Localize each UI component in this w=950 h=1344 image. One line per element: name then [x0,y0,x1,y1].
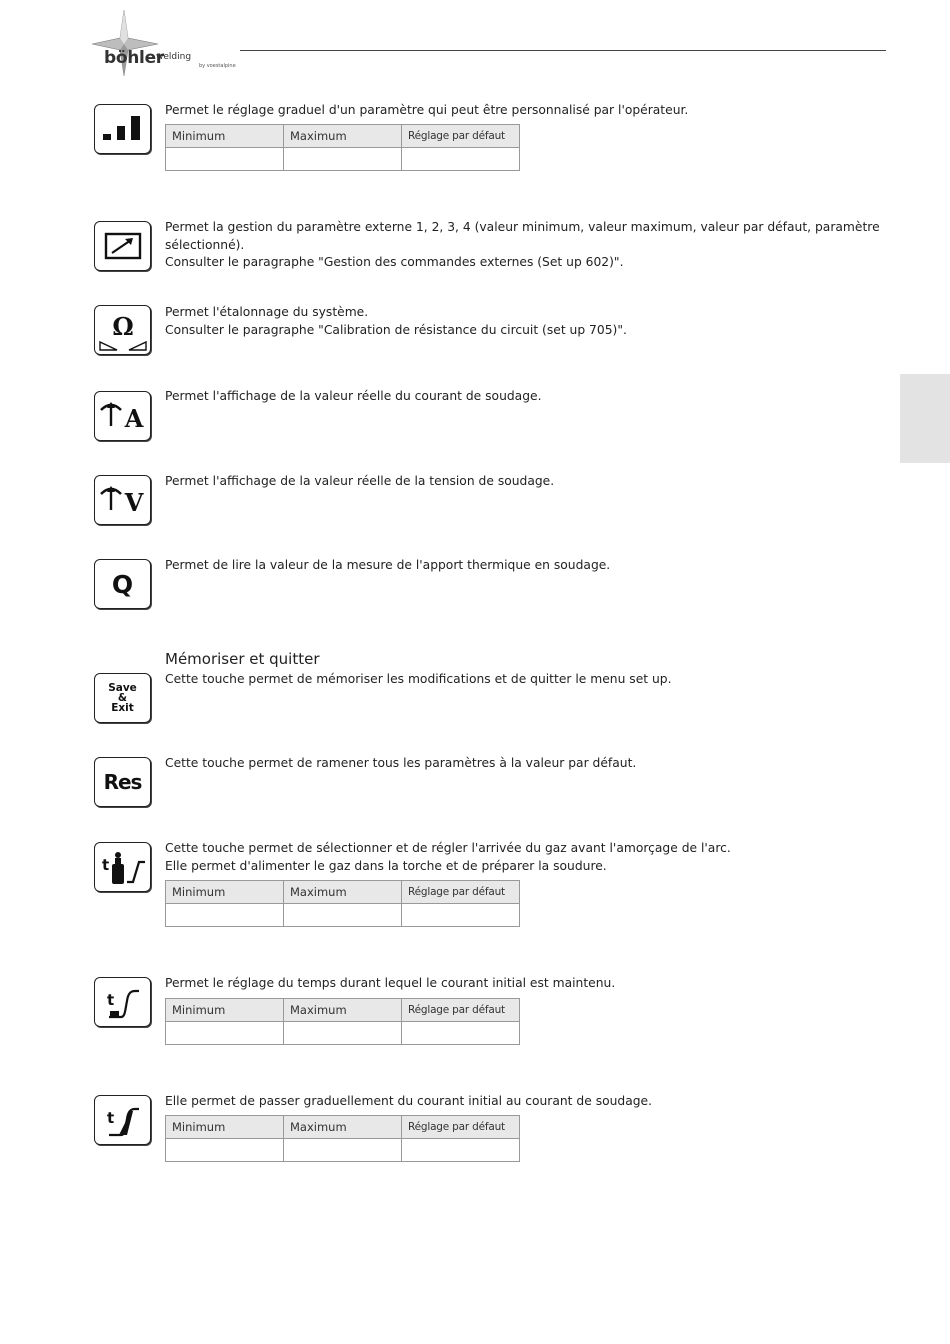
upslope-icon[interactable] [94,1095,151,1145]
parameter-table [165,1115,520,1162]
cell-default [402,1139,520,1162]
col-default: Réglage par défaut [402,999,520,1022]
col-maximum: Maximum [284,125,402,148]
col-maximum: Maximum [284,1116,402,1139]
svg-text:t: t [101,856,109,874]
res-label: Res [103,770,142,794]
section-heading: Mémoriser et quitter [165,650,320,668]
initial-current-time-icon[interactable] [94,977,151,1027]
save-exit-icon[interactable] [94,673,151,723]
q-label: Q [111,569,134,599]
item-description: Elle permet de passer graduellement du courant initial au courant de soudage. [165,1094,653,1108]
item-description: Permet la gestion du paramètre externe 1, 2, 3, 4 (valeur minimum, valeur maximum, valeur par défaut, paramètre sélectionné). Consulter le paragraphe "Gestion des commandes externes (Set up 602)". [165,220,880,269]
svg-text:t: t [106,1109,114,1127]
item-description: Cette touche permet de mémoriser les modifications et de quitter le menu set up. [165,672,672,686]
col-default: Réglage par défaut [402,881,520,904]
omega-calibration-icon[interactable] [94,305,151,355]
header-rule [240,50,886,51]
col-maximum: Maximum [284,999,402,1022]
cell-minimum [166,1139,284,1162]
heat-input-q-icon[interactable] [94,559,151,609]
item-description: Permet de lire la valeur de la mesure de l'apport thermique en soudage. [165,558,611,572]
parameter-table [165,998,520,1045]
item-description: Permet l'affichage de la valeur réelle du courant de soudage. [165,389,542,403]
cell-minimum [166,904,284,927]
svg-text:A: A [124,404,143,433]
cell-default [402,904,520,927]
svg-text:Ω: Ω [111,312,134,341]
pre-gas-icon[interactable] [94,842,151,892]
parameter-table [165,124,520,171]
col-minimum: Minimum [166,125,284,148]
svg-text:t: t [106,991,114,1009]
col-minimum: Minimum [166,1116,284,1139]
chapter-side-tab [900,374,950,463]
cell-minimum [166,148,284,171]
cell-default [402,148,520,171]
save-exit-label: Save & Exit [108,682,137,714]
brand-sub: welding [156,52,192,62]
col-default: Réglage par défaut [402,1116,520,1139]
reset-icon[interactable] [94,757,151,807]
col-default: Réglage par défaut [402,125,520,148]
col-maximum: Maximum [284,881,402,904]
cell-minimum [166,1022,284,1045]
parameter-table [165,880,520,927]
brand-sub2: by voestalpine [199,63,236,69]
item-description: Permet le réglage du temps durant lequel le courant initial est maintenu. [165,976,616,990]
voltage-display-icon[interactable] [94,475,151,525]
svg-text:V: V [124,488,143,517]
cell-maximum [284,148,402,171]
cell-maximum [284,1022,402,1045]
col-minimum: Minimum [166,999,284,1022]
item-description: Cette touche permet de sélectionner et de régler l'arrivée du gaz avant l'amorçage de l'arc. Elle permet d'alimenter le gaz dans la torche et de préparer la soudure. [165,841,731,873]
item-description: Permet l'affichage de la valeur réelle de la tension de soudage. [165,474,555,488]
cell-maximum [284,1139,402,1162]
external-param-icon[interactable] [94,221,151,271]
item-description: Permet le réglage graduel d'un paramètre qui peut être personnalisé par l'opérateur. [165,103,689,117]
item-description: Permet l'étalonnage du système. Consulter le paragraphe "Calibration de résistance du circuit (set up 705)". [165,305,627,337]
cell-default [402,1022,520,1045]
signal-bars-icon[interactable] [94,104,151,154]
col-minimum: Minimum [166,881,284,904]
current-display-icon[interactable] [94,391,151,441]
item-description: Cette touche permet de ramener tous les paramètres à la valeur par défaut. [165,756,637,770]
cell-maximum [284,904,402,927]
brand-name: böhler [104,48,164,68]
